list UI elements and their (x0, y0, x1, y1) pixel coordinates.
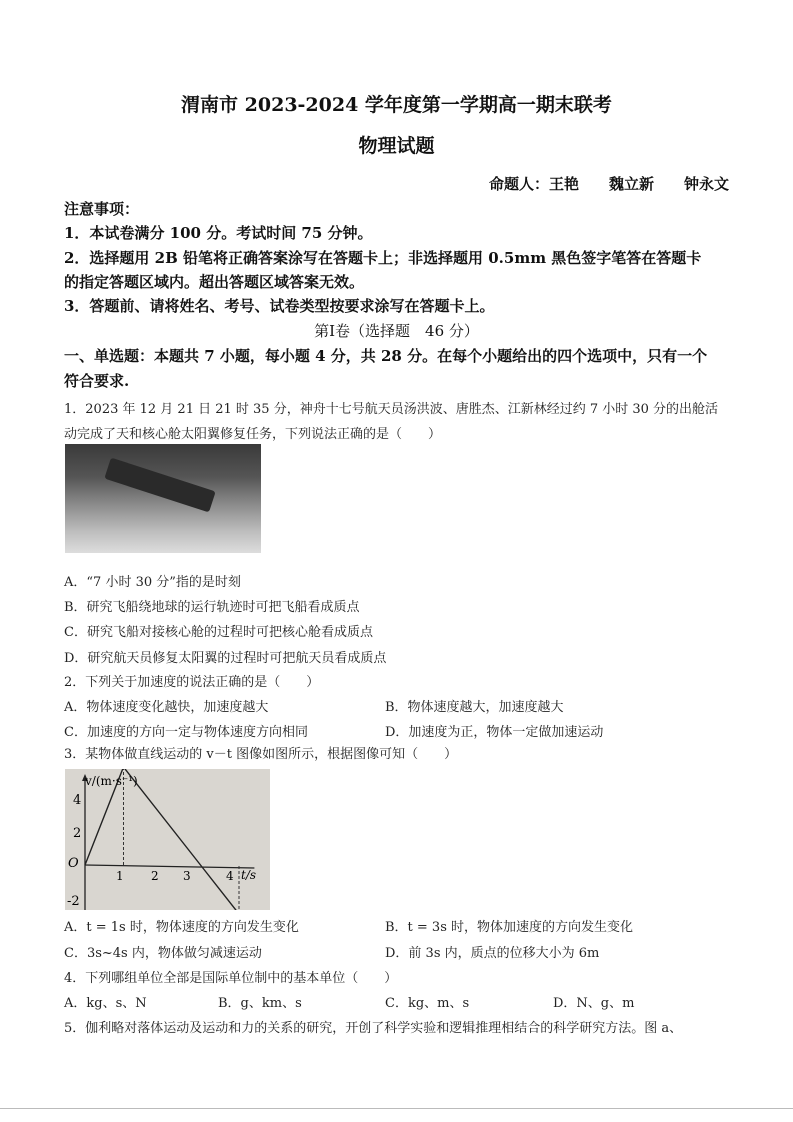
q2-option-c: C．加速度的方向一定与物体速度方向相同 (64, 725, 308, 740)
subject-title: 物理试题 (358, 135, 435, 157)
q2-option-a: A．物体速度变化越快，加速度越大 (64, 700, 269, 715)
q1-stem-cont: 动完成了天和核心舱太阳翼修复任务，下列说法正确的是（ ） (64, 427, 442, 442)
authors: 命题人：王艳 魏立新 钟永文 (488, 175, 729, 193)
q4-option-c: C．kg、m、s (385, 996, 470, 1011)
q3-option-c: C．3s~4s 内，物体做匀减速运动 (64, 946, 262, 961)
y-tick-4: 4 (73, 793, 82, 808)
note-3: 3．答题前、请将姓名、考号、试卷类型按要求涂写在答题卡上。 (64, 297, 495, 315)
note-2: 2．选择题用 2B 铅笔将正确答案涂写在答题卡上；非选择题用 0.5mm 黑色签字笔答在答题卡 (64, 249, 702, 267)
q3-stem: 3．某物体做直线运动的 v－t 图像如图所示，根据图像可知（ ） (64, 747, 458, 762)
velocity-line (85, 769, 239, 910)
q4-option-d: D．N、g、m (553, 996, 635, 1011)
q1-stem: 1．2023 年 12 月 21 日 21 时 35 分，神舟十七号航天员汤洪波、唐胜杰、江新林经过约 7 小时 30 分的出舱活 (64, 402, 719, 417)
q5-stem: 5．伽利略对落体运动及运动和力的关系的研究，开创了科学实验和逻辑推理相结合的科学研究方法。图 a、 (64, 1021, 683, 1036)
y-tick-neg2: -2 (67, 894, 80, 909)
section-title: 第Ⅰ卷（选择题 46 分） (314, 322, 479, 340)
y-axis-label: v/(m·s⁻¹) (85, 774, 138, 788)
q1-option-b: B．研究飞船绕地球的运行轨迹时可把飞船看成质点 (64, 600, 360, 615)
q4-stem: 4．下列哪组单位全部是国际单位制中的基本单位（ ） (64, 971, 398, 986)
x-tick-1: 1 (116, 869, 124, 883)
q4-option-b: B．g、km、s (218, 996, 302, 1011)
vt-graph (65, 769, 270, 910)
section-intro: 一、单选题：本题共 7 小题，每小题 4 分，共 28 分。在每个小题给出的四个选项中，只有一个 (64, 347, 708, 365)
q3-option-b: B．t = 3s 时，物体加速度的方向发生变化 (385, 920, 634, 935)
spacecraft-photo (65, 444, 261, 553)
q2-option-d: D．加速度为正，物体一定做加速运动 (385, 725, 604, 740)
origin-label: O (68, 856, 79, 871)
x-tick-4: 4 (226, 869, 234, 883)
x-tick-2: 2 (151, 869, 159, 883)
note-1: 1．本试卷满分 100 分。考试时间 75 分钟。 (64, 224, 373, 242)
q3-option-a: A．t = 1s 时，物体速度的方向发生变化 (64, 920, 299, 935)
note-2-cont: 的指定答题区域内。超出答题区域答案无效。 (64, 273, 365, 291)
q1-option-c: C．研究飞船对接核心舱的过程时可把核心舱看成质点 (64, 625, 373, 640)
q1-option-a: A．“7 小时 30 分”指的是时刻 (64, 575, 241, 590)
notes-heading: 注意事项： (64, 200, 140, 218)
exam-title: 渭南市 2023-2024 学年度第一学期高一期末联考 (181, 94, 612, 116)
x-axis-label: t/s (241, 868, 257, 882)
q4-option-a: A．kg、s、N (64, 996, 147, 1011)
x-axis (85, 865, 254, 868)
y-tick-2: 2 (73, 826, 82, 841)
q2-option-b: B．物体速度越大，加速度越大 (385, 700, 564, 715)
q3-option-d: D．前 3s 内，质点的位移大小为 6m (385, 946, 600, 961)
x-tick-3: 3 (183, 869, 191, 883)
page-bottom-rule (0, 1108, 793, 1109)
q1-option-d: D．研究航天员修复太阳翼的过程时可把航天员看成质点 (64, 651, 387, 666)
section-intro-cont: 符合要求. (64, 372, 130, 390)
q2-stem: 2．下列关于加速度的说法正确的是（ ） (64, 675, 320, 690)
